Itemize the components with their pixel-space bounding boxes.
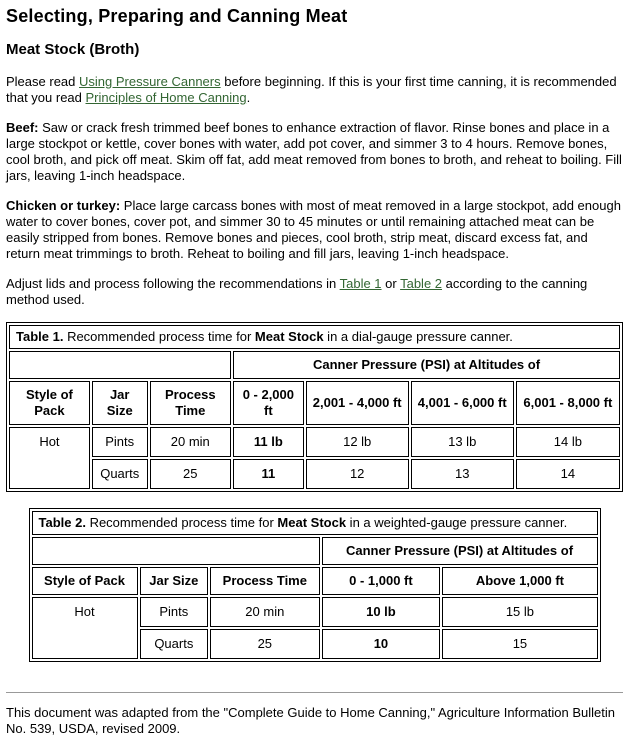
adjust-text-1: Adjust lids and process following the recommendations in: [6, 276, 340, 291]
table2-col-style-of-pack: Style of Pack: [32, 567, 138, 595]
table1-col-altitude-1: 0 - 2,000 ft: [233, 381, 304, 425]
table2-cell-pressure-1: 10 lb: [322, 597, 441, 627]
adjust-text-2: or: [381, 276, 401, 291]
table1-caption-text-2: in a dial-gauge pressure canner.: [323, 329, 513, 344]
intro-text-2: before beginning. If this is your first time canning, it is recommended that you read: [6, 74, 617, 105]
table2-caption-label: Table 2.: [38, 515, 86, 530]
table2-col-altitude-2: Above 1,000 ft: [442, 567, 597, 595]
table1-cell-jar-size: Pints: [92, 427, 148, 457]
table1-cell-pressure-1: 11: [233, 459, 304, 489]
table1-col-style-of-pack: Style of Pack: [9, 381, 90, 425]
table1-cell-process-time: 25: [150, 459, 231, 489]
table2-cell-process-time: 25: [210, 629, 319, 659]
table1-col-jar-size: Jar Size: [92, 381, 148, 425]
table2-caption: [32, 511, 598, 535]
table2-caption-text-2: in a weighted-gauge pressure canner.: [346, 515, 568, 530]
principles-of-home-canning-link[interactable]: Principles of Home Canning: [85, 90, 247, 105]
table1-cell-jar-size: Quarts: [92, 459, 148, 489]
table1-col-altitude-2: 2,001 - 4,000 ft: [306, 381, 409, 425]
table1-cell-process-time: 20 min: [150, 427, 231, 457]
table1-row-pints: [9, 427, 620, 457]
beef-label: Beef:: [6, 120, 39, 135]
table2-col-process-time: Process Time: [210, 567, 319, 595]
adjust-text-3: according to the canning method used.: [6, 276, 588, 307]
table1-pressure-header: Canner Pressure (PSI) at Altitudes of: [233, 351, 620, 379]
beef-paragraph: [6, 120, 623, 184]
section-heading: Meat Stock (Broth): [6, 41, 140, 58]
table1-cell-pressure-4: 14: [516, 459, 620, 489]
table1-caption-label: Table 1.: [16, 329, 64, 344]
table2-row-pints: [32, 597, 598, 627]
chicken-paragraph: [6, 198, 623, 262]
footer-citation: This document was adapted from the "Complete Guide to Home Canning," Agriculture Information Bulletin No. 539, USDA, revised 2009.: [6, 705, 615, 736]
document-page: [6, 6, 623, 737]
table2-cell-jar-size: Quarts: [140, 629, 209, 659]
table2-spacer-cell: [32, 537, 320, 565]
table1-cell-pressure-1: 11 lb: [233, 427, 304, 457]
table2-caption-item: Meat Stock: [277, 515, 347, 530]
table1-col-altitude-4: 6,001 - 8,000 ft: [516, 381, 620, 425]
table2-cell-style-of-pack: Hot: [32, 597, 138, 659]
intro-text-1: Please read: [6, 74, 79, 89]
intro-paragraph: [6, 74, 623, 106]
table-2-link[interactable]: Table 2: [400, 276, 443, 291]
process-time-table-weighted-gauge: [29, 508, 601, 662]
table2-cell-pressure-2: 15 lb: [442, 597, 597, 627]
table2-cell-pressure-2: 15: [442, 629, 597, 659]
table1-caption: [9, 325, 620, 349]
table1-cell-pressure-3: 13: [411, 459, 514, 489]
table1-cell-pressure-4: 14 lb: [516, 427, 620, 457]
table1-spacer-cell: [9, 351, 231, 379]
table2-cell-jar-size: Pints: [140, 597, 209, 627]
table2-cell-pressure-1: 10: [322, 629, 441, 659]
table2-pressure-header: Canner Pressure (PSI) at Altitudes of: [322, 537, 598, 565]
table1-row-quarts: [9, 459, 620, 489]
table1-cell-pressure-2: 12: [306, 459, 409, 489]
table2-col-jar-size: Jar Size: [140, 567, 209, 595]
table1-caption-text-1: Recommended process time for: [63, 329, 255, 344]
table1-caption-item: Meat Stock: [254, 329, 324, 344]
table1-cell-pressure-3: 13 lb: [411, 427, 514, 457]
table1-col-altitude-3: 4,001 - 6,000 ft: [411, 381, 514, 425]
process-time-table-dial-gauge: [6, 322, 623, 492]
table1-cell-style-of-pack: Hot: [9, 427, 90, 489]
table-1-link[interactable]: Table 1: [339, 276, 382, 291]
beef-text: Saw or crack fresh trimmed beef bones to enhance extraction of flavor. Rinse bones and place in a large stockpot or kettle, cover bones with water, add pot cover, and simmer 3 to 4 hours. Remove bones, cool broth, and pick off meat. Skim off fat, add meat removed from bones to broth, and reheat to boiling. Fill jars, leaving 1-inch headspace.: [6, 120, 622, 183]
using-pressure-canners-link[interactable]: Using Pressure Canners: [79, 74, 221, 89]
table1-cell-pressure-2: 12 lb: [306, 427, 409, 457]
table2-caption-text-1: Recommended process time for: [85, 515, 278, 530]
table2-cell-process-time: 20 min: [210, 597, 319, 627]
footer-divider: [6, 692, 623, 693]
chicken-label: Chicken or turkey:: [6, 198, 121, 213]
chicken-text: Place large carcass bones with most of meat removed in a large stockpot, add enough water to cover bones, cover pot, and simmer 30 to 45 minutes or until remaining attached meat can be easily stripped from bones. Remove bones and pieces, cool broth, strip meat, discard excess fat, and return meat trimmings to broth. Reheat to boiling and fill jars, leaving 1-inch headspace.: [6, 198, 621, 261]
table1-col-process-time: Process Time: [150, 381, 231, 425]
table2-col-altitude-1: 0 - 1,000 ft: [322, 567, 441, 595]
adjust-paragraph: [6, 276, 623, 308]
intro-text-3: .: [246, 90, 251, 105]
page-title: Selecting, Preparing and Canning Meat: [6, 6, 348, 26]
